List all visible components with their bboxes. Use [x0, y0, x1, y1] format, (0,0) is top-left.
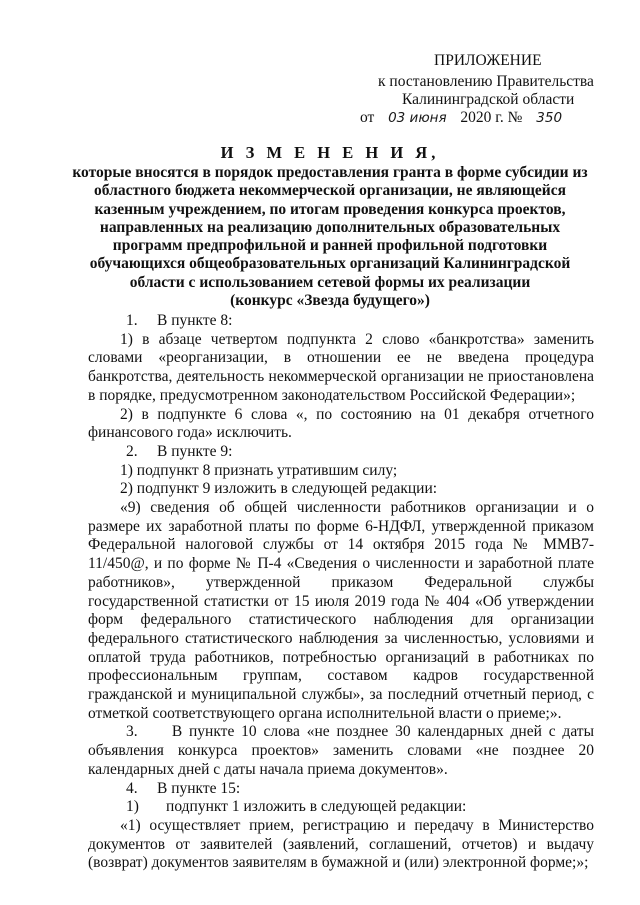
- date-prefix: от: [360, 109, 375, 126]
- heading-line: (конкурс «Звезда будущего»): [230, 292, 430, 310]
- document-heading: [60, 142, 600, 310]
- paragraph: «1) осуществляет прием, регистрацию и передачу в Министерство документов от заявителей (заявлений, соглашений, отчетов) и выдачу (возврат) документов заявителям в бумажной и (или) электронной форме;»;: [88, 816, 594, 872]
- heading-line: которые вносятся в порядок предоставления гранта в форме субсидии из: [72, 164, 588, 181]
- heading-line: обучающихся общеобразовательных организаций Калининградской: [89, 255, 571, 273]
- heading-line: областного бюджета некоммерческой организации, не являющейся: [94, 182, 566, 200]
- paragraph: 2. В пункте 9:: [126, 442, 233, 460]
- heading-title: И З М Е Н Е Н И Я,: [220, 143, 440, 162]
- paragraph: 3. В пункте 10 слова «не позднее 30 календарных дней с даты объявления конкурса проектов» заменить словами «не позднее 20 календарных дней с даты начала приема документов».: [88, 723, 594, 778]
- heading-line: области с использованием сетевой формы их реализации: [129, 273, 531, 291]
- paragraph: 1) подпункт 8 признать утратившим силу;: [120, 461, 398, 479]
- appendix-date-line: [360, 109, 562, 127]
- paragraph: 1. В пункте 8:: [126, 312, 233, 329]
- heading-line: казенным учреждением, по итогам проведения конкурса проектов,: [94, 200, 566, 218]
- paragraph: «9) сведения об общей численности работников организации и о размере их заработной платы по форме 6-НДФЛ, утвержденной приказом Федеральной налоговой службы от 14 октября 2015 года № ММВ7-11/450@, и по форме № П-4 «Сведения о численности и заработной плате работников», утвержденной приказом Федеральной службы государственной статистки от 15 июля 2019 года № 404 «Об утверждении форм федерального статистического наблюдения для организации федерального статистического наблюдения за численностью, условиями и оплатой труда работников, потребностью организаций в работниках по профессиональным группам, составом кадров государственной гражданской и муниципальной службы», за последний отчетный период, с отметкой соответствующего органа исполнительной власти о приеме;».: [88, 499, 594, 722]
- document-body: [88, 312, 594, 873]
- paragraph: 1) подпункт 1 изложить в следующей редакции:: [126, 798, 467, 816]
- paragraph: 4. В пункте 15:: [126, 779, 241, 797]
- heading-line: направленных на реализацию дополнительных образовательных: [99, 218, 561, 236]
- handwritten-number: 350: [536, 110, 563, 126]
- handwritten-date: 03 июня: [388, 110, 447, 126]
- appendix-region-line: Калининградской области: [402, 91, 575, 108]
- date-year: 2020 г. №: [460, 109, 523, 126]
- paragraph: 2) в подпункте 6 слова «, по состоянию на 01 декабря отчетного финансового года» исключить.: [88, 405, 594, 442]
- appendix-resolution-line: к постановлению Правительства: [378, 73, 594, 90]
- paragraph: 1) в абзаце четвертом подпункта 2 слово «банкротства» заменить словами «реорганизации, в отношении ее не введена процедура банкротства, деятельность некоммерческой организации не приостановлена в порядке, предусмотренном законодательством Российской Федерации»;: [88, 330, 594, 404]
- heading-line: программ предпрофильной и ранней профильной подготовки: [112, 237, 548, 255]
- appendix-title: ПРИЛОЖЕНИЕ: [434, 52, 542, 69]
- paragraph: 2) подпункт 9 изложить в следующей редакции:: [120, 480, 438, 498]
